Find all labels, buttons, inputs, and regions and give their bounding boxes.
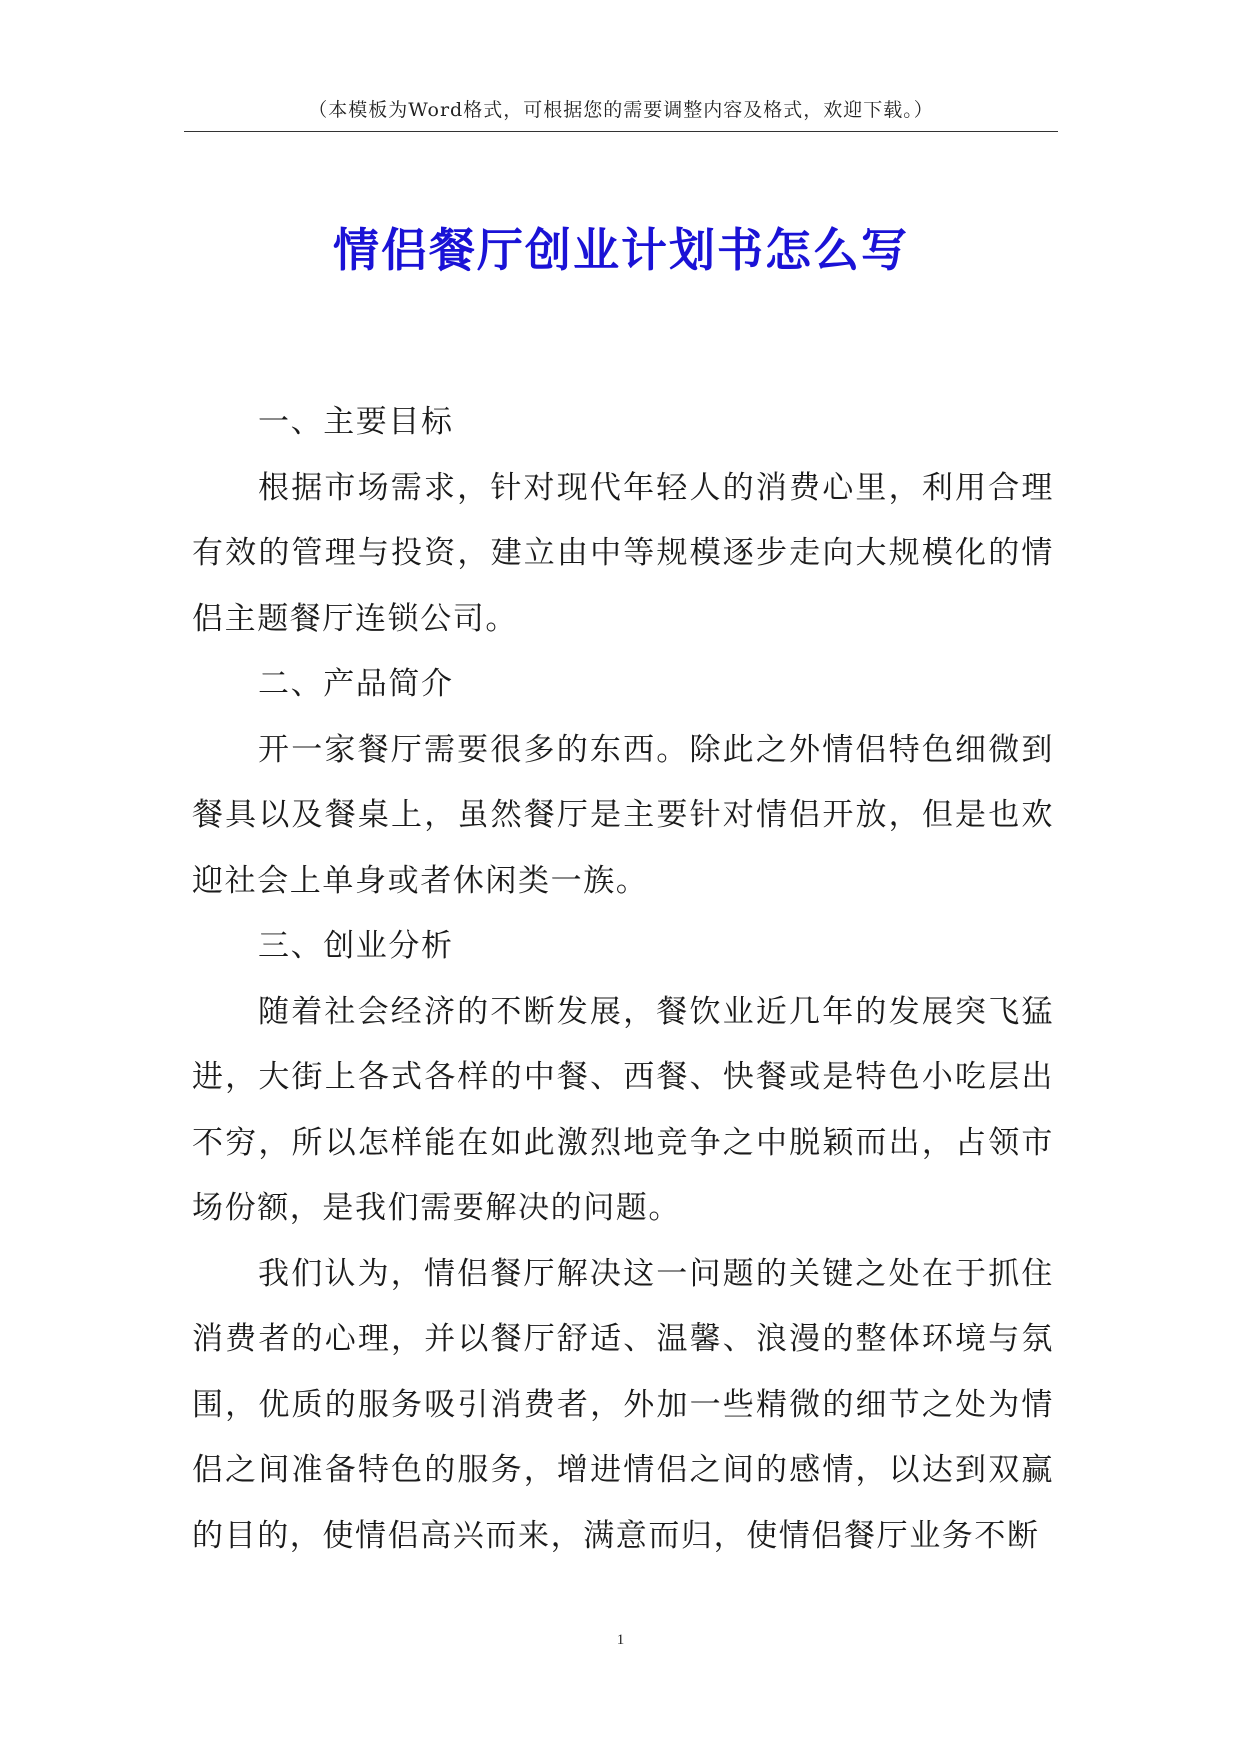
- page-number: 1: [616, 1632, 625, 1648]
- paragraph-analysis-1: 随着社会经济的不断发展，餐饮业近几年的发展突飞猛进，大街上各式各样的中餐、西餐、快餐或是特色小吃层出不穷，所以怎样能在如此激烈地竞争之中脱颖而出，占领市场份额，是我们需要解决的问题。: [192, 993, 1054, 1226]
- section-heading-product: 二、产品简介: [258, 666, 454, 702]
- paragraph-goals: 根据市场需求，针对现代年轻人的消费心里，利用合理有效的管理与投资，建立由中等规模逐步走向大规模化的情侣主题餐厅连锁公司。: [192, 469, 1054, 637]
- document-title: 情侣餐厅创业计划书怎么写: [333, 223, 909, 277]
- paragraph-product: 开一家餐厅需要很多的东西。除此之外情侣特色细微到餐具以及餐桌上，虽然餐厅是主要针对情侣开放，但是也欢迎社会上单身或者休闲类一族。: [192, 731, 1054, 899]
- paragraph-analysis-2: 我们认为，情侣餐厅解决这一问题的关键之处在于抓住消费者的心理，并以餐厅舒适、温馨、浪漫的整体环境与氛围，优质的服务吸引消费者，外加一些精微的细节之处为情侣之间准备特色的服务，增进情侣之间的感情，以达到双赢的目的，使情侣高兴而来，满意而归，使情侣餐厅业务不断: [192, 1255, 1054, 1554]
- section-heading-goals: 一、主要目标: [258, 404, 454, 440]
- page-header-note: （本模板为Word格式，可根据您的需要调整内容及格式，欢迎下载。）: [308, 99, 934, 121]
- header-divider: [184, 131, 1058, 132]
- section-heading-analysis: 三、创业分析: [258, 928, 454, 964]
- document-body: [192, 390, 1054, 1569]
